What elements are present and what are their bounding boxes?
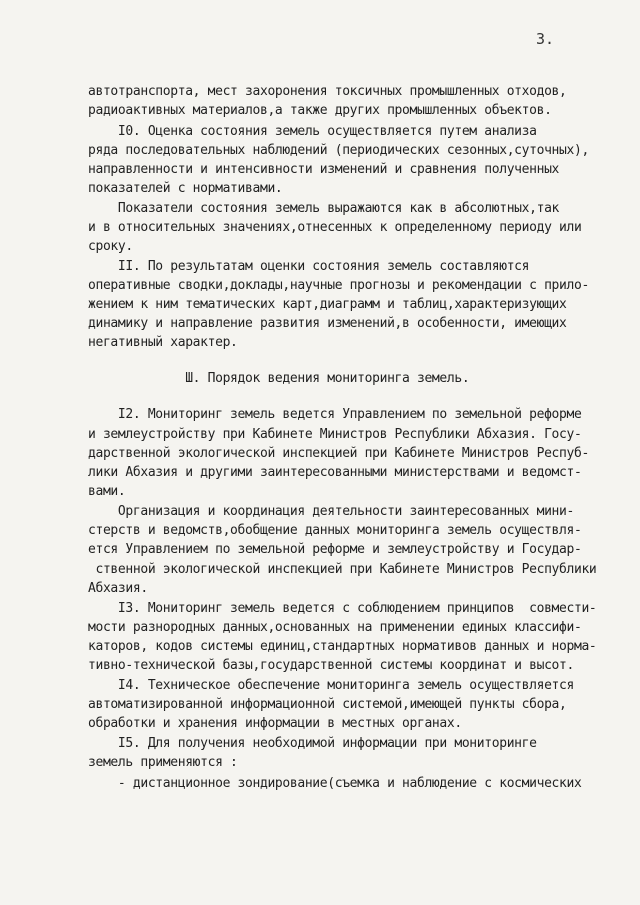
text-line: и землеустройству при Кабинете Министров Республики Абхазия. Госу- [88, 427, 582, 442]
text-line: автотранспорта, мест захоронения токсичных промышленных отходов, [88, 84, 567, 99]
text-line: каторов, кодов системы единиц,стандартных нормативов данных и норма- [88, 639, 597, 654]
text-line: сроку. [88, 239, 133, 254]
text-line: I2. Мониторинг земель ведется Управлением по земельной реформе [88, 407, 582, 422]
page-number: 3. [536, 30, 555, 48]
text-line: динамику и направление развития изменений,в особенности, имеющих [88, 316, 567, 331]
text-line: тивно-технической базы,государственной системы координат и высот. [88, 658, 574, 673]
text-line: ряда последовательных наблюдений (периодических сезонных,суточных), [88, 143, 589, 158]
text-line: показателей с нормативами. [88, 181, 283, 196]
text-line: дарственной экологической инспекцией при Кабинете Министров Респуб- [88, 446, 589, 461]
text-line: жением к ним тематических карт,диаграмм и таблиц,характеризующих [88, 297, 567, 312]
text-line: радиоактивных материалов,а также других промышленных объектов. [88, 103, 552, 118]
text-line: II. По результатам оценки состояния земель составляются [88, 259, 530, 274]
text-line: стерств и ведомств,обобщение данных мониторинга земель осуществля- [88, 523, 582, 538]
text-line: ется Управлением по земельной реформе и землеустройству и Государ- [88, 542, 582, 557]
section-heading: Ш. Порядок ведения мониторинга земель. [88, 371, 470, 386]
text-line: лики Абхазия и другими заинтересованными министерствами и ведомст- [88, 465, 582, 480]
text-line: Показатели состояния земель выражаются как в абсолютных,так [88, 201, 560, 216]
text-line: - дистанционное зондирование(съемка и наблюдение с космических [88, 776, 582, 791]
text-line: негативный характер. [88, 335, 238, 350]
text-line: Организация и координация деятельности заинтересованных мини- [88, 504, 574, 519]
text-line: I4. Техническое обеспечение мониторинга земель осуществляется [88, 678, 574, 693]
text-line: оперативные сводки,доклады,научные прогнозы и рекомендации с прило- [88, 278, 589, 293]
text-line: вами. [88, 484, 126, 499]
text-line: I5. Для получения необходимой информации при мониторинге [88, 736, 537, 751]
text-line: ственной экологической инспекцией при Кабинете Министров Республики [88, 562, 597, 577]
text-line: Абхазия. [88, 581, 148, 596]
text-line: I3. Мониторинг земель ведется с соблюдением принципов совмести- [88, 601, 597, 616]
text-line: автоматизированной информационной системой,имеющей пункты сбора, [88, 697, 567, 712]
text-line: направленности и интенсивности изменений и сравнения полученных [88, 162, 560, 177]
text-line: земель применяются : [88, 755, 238, 770]
text-line: и в относительных значениях,отнесенных к определенному периоду или [88, 220, 582, 235]
text-line: мости разнородных данных,основанных на применении единых классифи- [88, 620, 582, 635]
text-line: обработки и хранения информации в местных органах. [88, 716, 462, 731]
text-line: I0. Оценка состояния земель осуществляется путем анализа [88, 124, 537, 139]
